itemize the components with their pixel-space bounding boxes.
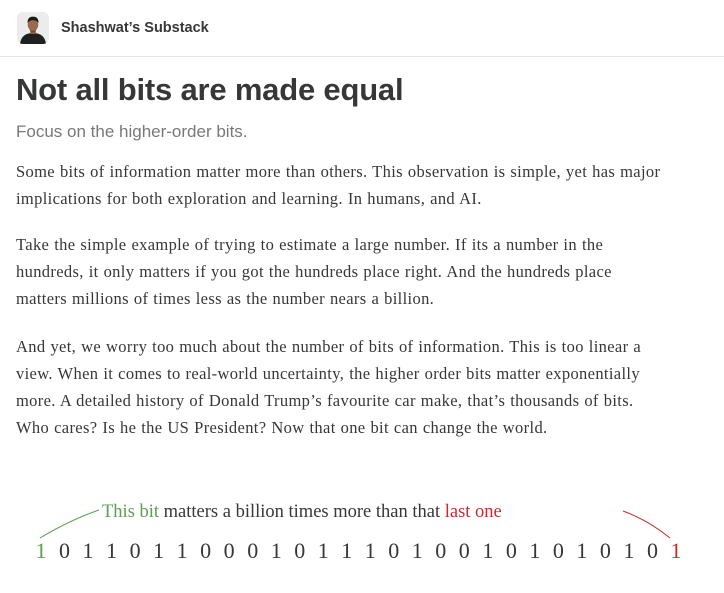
paragraph-line: more. A detailed history of Donald Trump’s favourite car make, that’s thousands of bits. [16,391,634,410]
bit: 0 [505,538,517,563]
caption-this-bit: This bit [102,502,160,522]
body-paragraph [16,231,716,312]
bit: 0 [388,538,400,563]
caption-middle: matters a billion times more than that [159,502,445,522]
bit: 1 [176,538,188,563]
bit: 1 [623,538,635,563]
paragraph-line: Who cares? Is he the US President? Now that one bit can change the world. [16,418,548,437]
paragraph-line: hundreds, it only matters if you got the hundreds place right. And the hundreds place [16,262,612,281]
bit: 0 [458,538,470,563]
bits-illustration [0,490,724,570]
caption-last-one: last one [444,502,502,522]
bit: 0 [59,538,70,563]
publication-name-link[interactable]: Shashwat’s Substack [61,20,209,36]
paragraph-line: view. When it comes to real-world uncertainty, the higher order bits matter exponentially [16,364,640,383]
author-avatar[interactable] [17,12,49,44]
paragraph-line: implications for both exploration and learning. In humans, and AI. [16,189,482,208]
left-pointer-line [40,510,99,538]
post-title: Not all bits are made equal [16,72,404,107]
bit: 1 [106,538,118,563]
bits-illustration-svg [0,490,724,570]
bit: 0 [647,538,658,563]
right-pointer-line [623,511,670,538]
body-paragraph [16,333,716,441]
bit: 1 [482,538,494,563]
bit: 0 [129,538,141,563]
paragraph-line: And yet, we worry too much about the number of bits of information. This is too linear a [16,337,642,356]
bit: 1 [576,538,588,563]
author-photo-icon [17,12,49,44]
bit: 0 [223,538,235,563]
bit: 1 [317,538,329,563]
bit: 1 [82,538,94,563]
bit: 1 [529,538,541,563]
publication-header [0,0,724,57]
bit-first: 1 [35,538,47,563]
bit: 0 [294,538,306,563]
bit-last: 1 [670,538,682,563]
post-subtitle: Focus on the higher-order bits. [16,122,248,141]
illustration-caption [102,502,502,522]
paragraph-line: matters millions of times less as the number nears a billion. [16,289,435,308]
bit: 1 [341,538,353,563]
bit: 0 [599,538,611,563]
bit: 0 [552,538,564,563]
paragraph-line: Take the simple example of trying to estimate a large number. If its a number in the [16,235,604,254]
bit: 1 [411,538,423,563]
bit: 1 [153,538,165,563]
bit: 1 [270,538,282,563]
bit: 0 [200,538,212,563]
paragraph-line: Some bits of information matter more than others. This observation is simple, yet has major [16,162,661,181]
body-paragraph [16,158,716,212]
bit: 1 [364,538,376,563]
bit: 0 [435,538,447,563]
bit: 0 [247,538,259,563]
bit-sequence [36,538,682,563]
